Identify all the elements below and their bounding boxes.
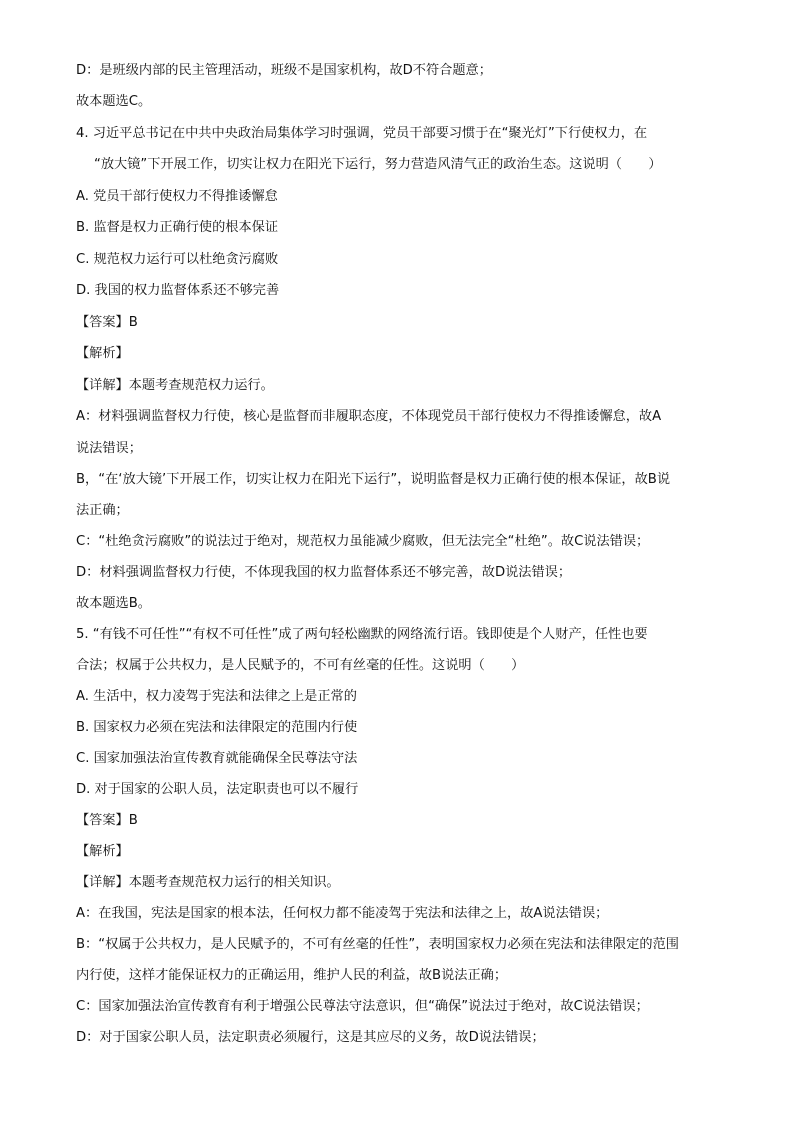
answer-label: 【答案】B xyxy=(76,315,138,330)
explanation-line: A：材料强调监督权力行使，核心是监督而非履职态度，不体现党员干部行使权力不得推诿懈怠，故A xyxy=(76,409,662,424)
explanation-line: D：对于国家公职人员，法定职责必须履行，这是其应尽的义务，故D说法错误； xyxy=(76,1030,545,1045)
question-5-stem: 5. “有钱不可任性”“有权不可任性”成了两句轻松幽默的网络流行语。钱即使是个人财产，任性也要 xyxy=(76,627,648,642)
option-d: D. 我国的权力监督体系还不够完善 xyxy=(76,283,280,298)
analysis-label: 【解析】 xyxy=(76,346,129,361)
question-5-stem-cont: 合法；权属于公共权力，是人民赋予的，不可有丝毫的任性。这说明（ ） xyxy=(76,658,525,673)
text-line: D：是班级内部的民主管理活动，班级不是国家机构，故D不符合题意； xyxy=(76,63,492,78)
detail-label: 【详解】本题考查规范权力运行。 xyxy=(76,378,274,393)
option-b: B. 国家权力必须在宪法和法律限定的范围内行使 xyxy=(76,720,358,735)
explanation-line: B，“在‘放大镜’下开展工作，切实让权力在阳光下运行”，说明监督是权力正确行使的根本保证，故B说 xyxy=(76,472,671,487)
text-line: 故本题选C。 xyxy=(76,94,152,109)
option-a: A. 党员干部行使权力不得推诿懈怠 xyxy=(76,189,278,204)
option-c: C. 规范权力运行可以杜绝贪污腐败 xyxy=(76,252,279,267)
analysis-label: 【解析】 xyxy=(76,844,129,859)
explanation-line: 说法错误； xyxy=(76,441,142,456)
explanation-line: C：国家加强法治宣传教育有利于增强公民尊法守法意识，但“确保”说法过于绝对，故C说法错误； xyxy=(76,999,649,1014)
explanation-line: C：“杜绝贪污腐败”的说法过于绝对，规范权力虽能减少腐败，但无法完全“杜绝”。故C说法错误； xyxy=(76,534,650,549)
explanation-line: 内行使，这样才能保证权力的正确运用，维护人民的利益，故B说法正确； xyxy=(76,968,508,983)
option-a: A. 生活中，权力凌驾于宪法和法律之上是正常的 xyxy=(76,689,357,704)
explanation-line: D：材料强调监督权力行使，不体现我国的权力监督体系还不够完善，故D说法错误； xyxy=(76,565,572,580)
option-d: D. 对于国家的公职人员，法定职责也可以不履行 xyxy=(76,782,359,797)
detail-label: 【详解】本题考查规范权力运行的相关知识。 xyxy=(76,875,340,890)
option-b: B. 监督是权力正确行使的根本保证 xyxy=(76,220,279,235)
question-4-stem-cont: “放大镜”下开展工作，切实让权力在阳光下运行，努力营造风清气正的政治生态。这说明（ ） xyxy=(94,157,662,172)
question-4-stem: 4. 习近平总书记在中共中央政治局集体学习时强调，党员干部要习惯于在“聚光灯”下行使权力，在 xyxy=(76,126,648,141)
option-c: C. 国家加强法治宣传教育就能确保全民尊法守法 xyxy=(76,751,358,766)
explanation-line: B：“权属于公共权力，是人民赋予的，不可有丝毫的任性”，表明国家权力必须在宪法和法律限定的范围 xyxy=(76,937,679,952)
explanation-line: A：在我国，宪法是国家的根本法，任何权力都不能凌驾于宪法和法律之上，故A说法错误； xyxy=(76,906,609,921)
conclusion-line: 故本题选B。 xyxy=(76,596,151,611)
answer-label: 【答案】B xyxy=(76,813,138,828)
explanation-line: 法正确； xyxy=(76,503,129,518)
